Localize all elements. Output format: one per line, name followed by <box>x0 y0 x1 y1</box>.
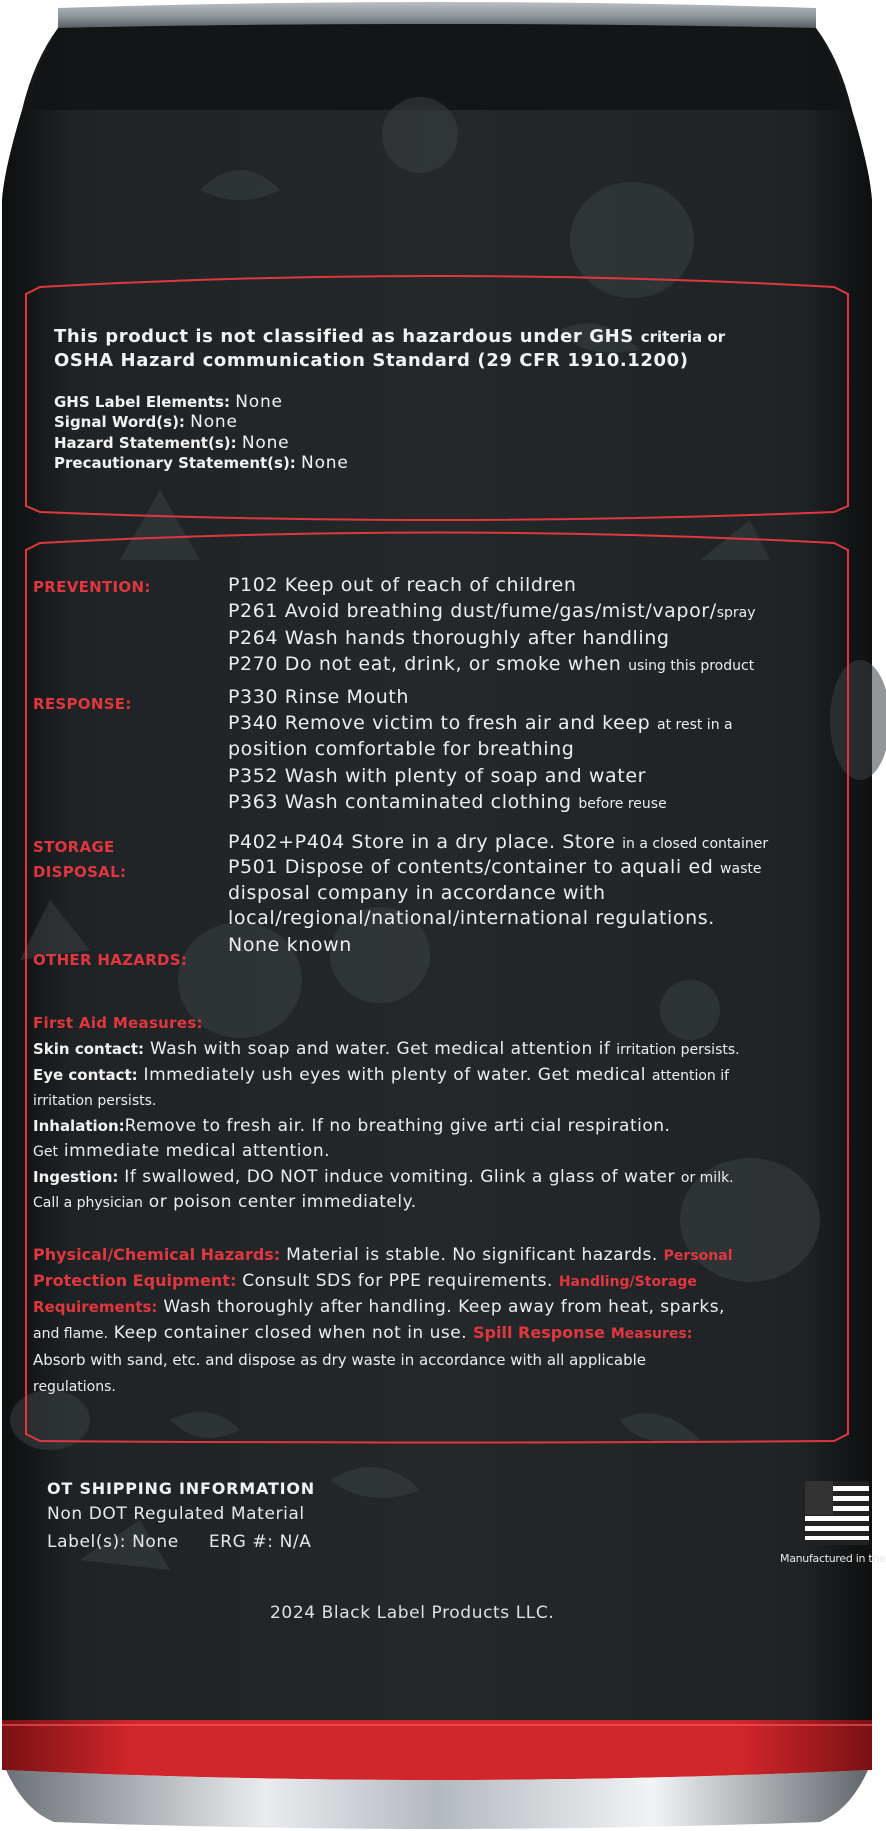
first-aid-ingestion-line-2: Call a physician or poison center immediately. <box>33 1192 417 1212</box>
first-aid-eye: Eye contact: Immediately ush eyes with plenty of water. Get medical attention if <box>33 1065 730 1085</box>
storage-label: STORAGE <box>33 838 115 856</box>
statement-p330: P330 Rinse Mouth <box>228 686 410 708</box>
statement-p270: P270 Do not eat, drink, or smoke when using this product <box>228 653 755 675</box>
statement-p340-line-2: position comfortable for breathing <box>228 738 575 760</box>
us-flag-icon <box>805 1481 869 1545</box>
ppe-line: Protection Equipment: Consult SDS for PPE requirements. Handling/Storage <box>33 1271 697 1291</box>
statement-p352: P352 Wash with plenty of soap and water <box>228 765 647 787</box>
handling-line: Requirements: Wash thoroughly after handling. Keep away from heat, sparks, <box>33 1297 725 1317</box>
flag-caption: Manufactured in the <box>780 1552 886 1565</box>
spill-line: Absorb with sand, etc. and dispose as dry waste in accordance with all applicable <box>33 1351 647 1369</box>
hazard-classification-line-2: OSHA Hazard communication Standard (29 CFR 1910.1200) <box>54 350 689 371</box>
disposal-label: DISPOSAL: <box>33 863 127 881</box>
first-aid-inhalation-line-2: Get immediate medical attention. <box>33 1141 330 1161</box>
statement-p261: P261 Avoid breathing dust/fume/gas/mist/vapor/spray <box>228 600 756 622</box>
statement-p264: P264 Wash hands thoroughly after handling <box>228 627 670 649</box>
first-aid-eye-line-2: irritation persists. <box>33 1093 157 1109</box>
statement-p402-p404: P402+P404 Store in a dry place. Store in a closed container <box>228 831 769 853</box>
first-aid-inhalation: Inhalation:Remove to fresh air. If no breathing give arti cial respiration. <box>33 1116 671 1136</box>
hazard-statements: Hazard Statement(s): None <box>54 433 290 453</box>
physical-hazards-line: Physical/Chemical Hazards: Material is stable. No significant hazards. Personal <box>33 1245 733 1265</box>
hazard-classification-line-1: This product is not classified as hazardous under GHS criteria or <box>54 326 726 347</box>
handling-line-2: and flame. Keep container closed when not in use. Spill Response Measures: <box>33 1323 693 1343</box>
statement-p501-line-3: local/regional/national/international regulations. <box>228 907 715 929</box>
first-aid-ingestion: Ingestion: If swallowed, DO NOT induce vomiting. Glink a glass of water or milk. <box>33 1167 734 1187</box>
statement-p363: P363 Wash contaminated clothing before reuse <box>228 791 667 813</box>
copyright: 2024 Black Label Products LLC. <box>270 1603 555 1623</box>
ghs-label-elements: GHS Label Elements: None <box>54 392 283 412</box>
response-label: RESPONSE: <box>33 695 132 713</box>
first-aid-skin: Skin contact: Wash with soap and water. Get medical attention if irritation persists. <box>33 1039 740 1059</box>
statement-p501-line-2: disposal company in accordance with <box>228 882 606 904</box>
can-red-band <box>2 1720 872 1780</box>
statement-p102: P102 Keep out of reach of children <box>228 574 577 596</box>
statement-p340: P340 Remove victim to fresh air and keep at rest in a <box>228 712 733 734</box>
precautionary-statements: Precautionary Statement(s): None <box>54 453 349 473</box>
spill-line-2: regulations. <box>33 1379 116 1395</box>
first-aid-heading: First Aid Measures: <box>33 1014 203 1032</box>
signal-words: Signal Word(s): None <box>54 412 238 432</box>
prevention-label: PREVENTION: <box>33 578 151 596</box>
shipping-heading: OT SHIPPING INFORMATION <box>47 1479 315 1498</box>
shipping-line-1: Non DOT Regulated Material <box>47 1504 305 1524</box>
other-hazards-value: None known <box>228 934 352 956</box>
other-hazards-label: OTHER HAZARDS: <box>33 951 188 969</box>
statement-p501: P501 Dispose of contents/container to aquali ed waste <box>228 856 762 878</box>
shipping-line-2: Label(s): None ERG #: N/A <box>47 1532 312 1552</box>
